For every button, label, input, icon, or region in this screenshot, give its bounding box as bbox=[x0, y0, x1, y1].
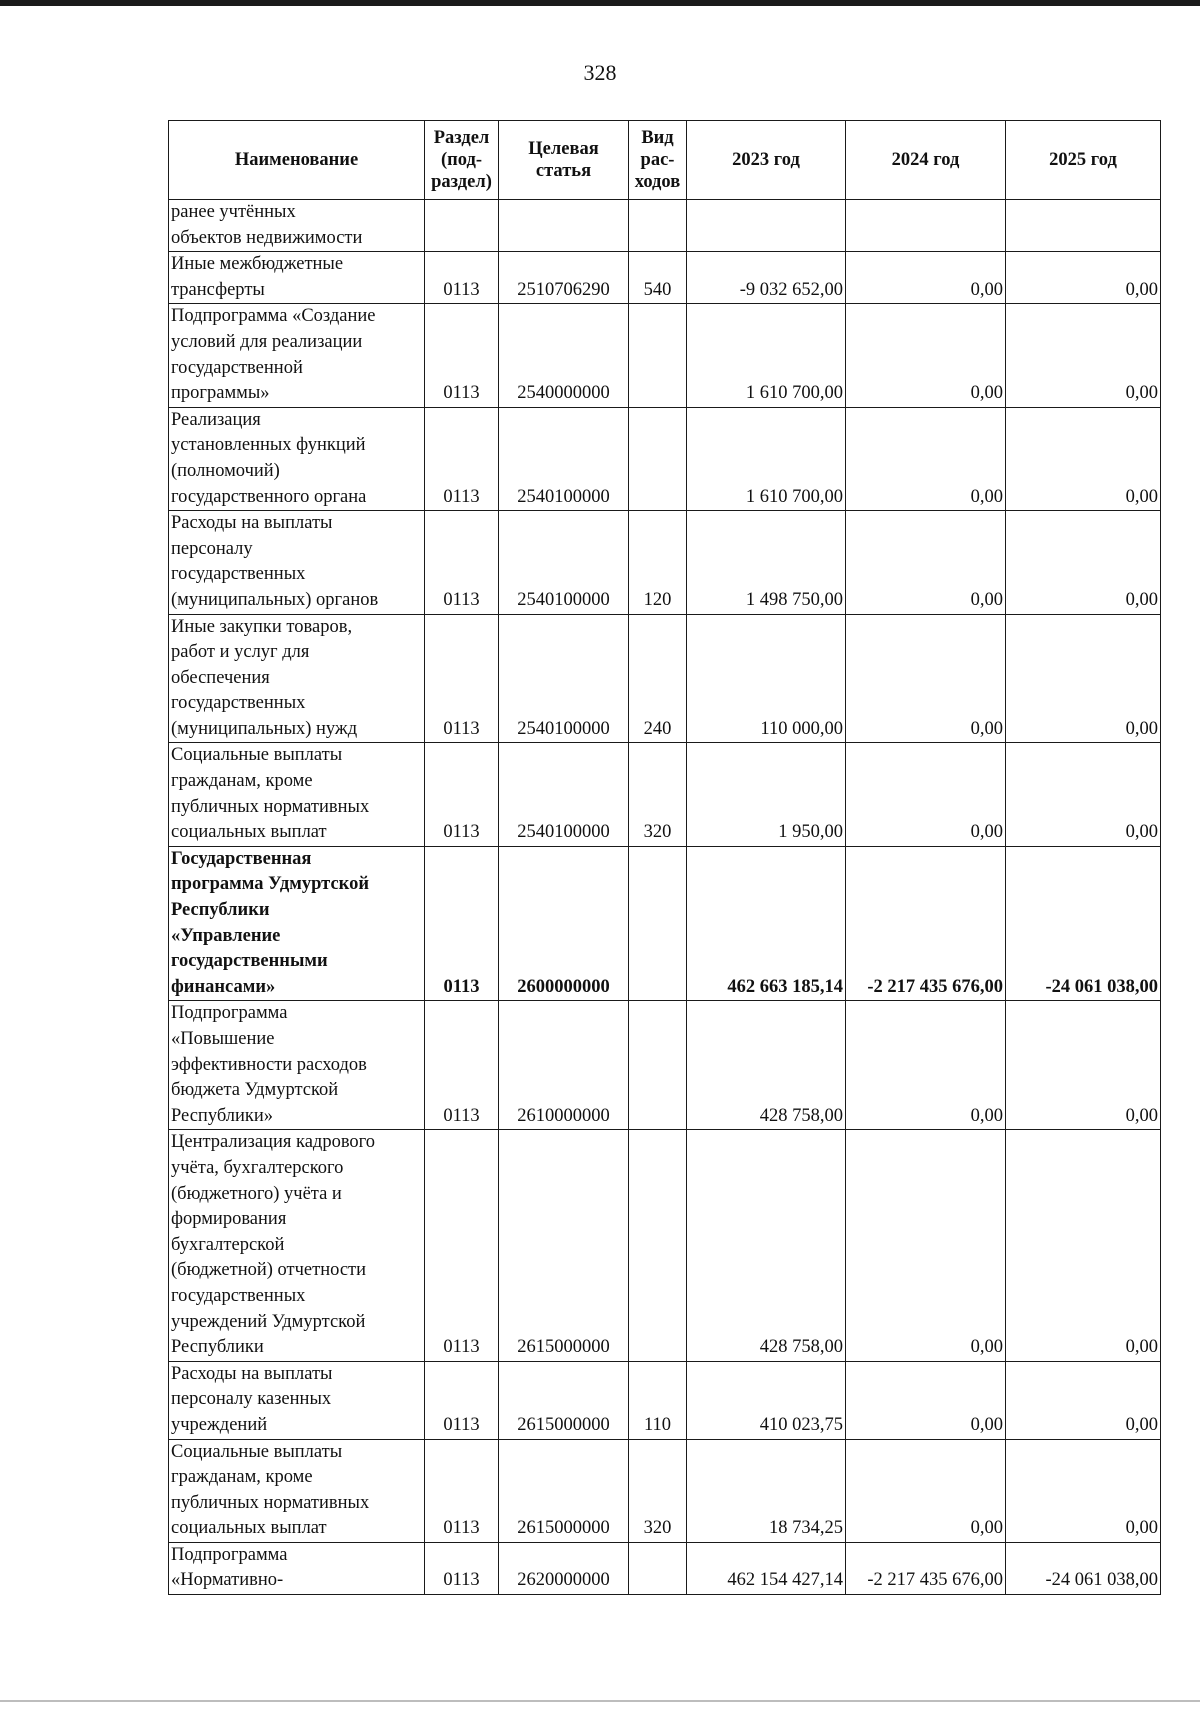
cell-name-line: Иные межбюджетные bbox=[171, 254, 344, 275]
header-kind-line: ходов bbox=[634, 172, 681, 192]
cell-name-line: государственных bbox=[171, 1285, 306, 1306]
table-row bbox=[169, 1361, 1161, 1439]
cell-section: 0113 bbox=[425, 614, 499, 743]
cell-name bbox=[169, 846, 425, 1001]
cell-name-line: формирования bbox=[171, 1209, 287, 1230]
cell-name-line: государственными bbox=[171, 951, 328, 972]
cell-name-line: Подпрограмма bbox=[171, 1003, 288, 1024]
cell-name-line: Подпрограмма bbox=[171, 1544, 288, 1565]
cell-2024: -2 217 435 676,00 bbox=[846, 846, 1006, 1001]
cell-2024: 0,00 bbox=[846, 252, 1006, 304]
cell-kind bbox=[629, 846, 687, 1001]
header-name: Наименование bbox=[169, 121, 425, 200]
cell-2024: 0,00 bbox=[846, 1001, 1006, 1130]
cell-section: 0113 bbox=[425, 1001, 499, 1130]
cell-article: 2600000000 bbox=[499, 846, 629, 1001]
cell-section: 0113 bbox=[425, 1361, 499, 1439]
header-2023: 2023 год bbox=[687, 121, 846, 200]
cell-name-line: установленных функций bbox=[171, 435, 366, 456]
cell-2024: 0,00 bbox=[846, 407, 1006, 510]
header-section bbox=[425, 121, 499, 200]
header-kind-line: рас- bbox=[640, 150, 675, 170]
cell-2025: 0,00 bbox=[1006, 1001, 1161, 1130]
cell-2023: 1 950,00 bbox=[687, 743, 846, 846]
cell-name-line: (бюджетной) отчетности bbox=[171, 1260, 367, 1281]
cell-section: 0113 bbox=[425, 846, 499, 1001]
cell-name bbox=[169, 252, 425, 304]
cell-section: 0113 bbox=[425, 252, 499, 304]
cell-name-line: персоналу bbox=[171, 538, 253, 559]
table-header-row bbox=[169, 121, 1161, 200]
cell-name-line: Республики bbox=[171, 900, 270, 921]
cell-article: 2540000000 bbox=[499, 304, 629, 407]
cell-2025: 0,00 bbox=[1006, 1130, 1161, 1361]
cell-2023: -9 032 652,00 bbox=[687, 252, 846, 304]
cell-name-line: эффективности расходов bbox=[171, 1054, 367, 1075]
cell-name-line: Социальные выплаты bbox=[171, 745, 343, 766]
header-2025: 2025 год bbox=[1006, 121, 1161, 200]
cell-name-line: Расходы на выплаты bbox=[171, 513, 333, 534]
cell-name-line: Социальные выплаты bbox=[171, 1441, 343, 1462]
header-kind bbox=[629, 121, 687, 200]
cell-2023 bbox=[687, 200, 846, 252]
cell-name bbox=[169, 304, 425, 407]
cell-name-line: учреждений bbox=[171, 1414, 268, 1435]
cell-name-line: государственной bbox=[171, 357, 303, 378]
cell-kind bbox=[629, 1542, 687, 1594]
cell-name-line: (полномочий) bbox=[171, 460, 280, 481]
table-row bbox=[169, 614, 1161, 743]
cell-name-line: государственных bbox=[171, 693, 306, 714]
cell-name-line: персоналу казенных bbox=[171, 1389, 332, 1410]
cell-name-line: финансами» bbox=[171, 976, 276, 997]
cell-name-line: обеспечения bbox=[171, 667, 270, 688]
cell-name-line: Централизация кадрового bbox=[171, 1132, 376, 1153]
cell-name-line: Подпрограмма «Создание bbox=[171, 306, 376, 327]
cell-name-line: Расходы на выплаты bbox=[171, 1363, 333, 1384]
cell-2025 bbox=[1006, 200, 1161, 252]
cell-kind bbox=[629, 200, 687, 252]
cell-section: 0113 bbox=[425, 1130, 499, 1361]
header-section-line: Раздел bbox=[433, 128, 490, 148]
cell-section: 0113 bbox=[425, 304, 499, 407]
cell-name bbox=[169, 1439, 425, 1542]
cell-article: 2540100000 bbox=[499, 614, 629, 743]
cell-name bbox=[169, 743, 425, 846]
table-row bbox=[169, 1542, 1161, 1594]
cell-kind: 120 bbox=[629, 511, 687, 614]
cell-name-line: социальных выплат bbox=[171, 822, 327, 843]
cell-name bbox=[169, 1001, 425, 1130]
cell-article: 2615000000 bbox=[499, 1130, 629, 1361]
cell-2025: 0,00 bbox=[1006, 1361, 1161, 1439]
header-section-line: (под- bbox=[440, 150, 483, 170]
cell-name bbox=[169, 1542, 425, 1594]
table-row bbox=[169, 200, 1161, 252]
budget-table bbox=[168, 120, 1161, 1595]
cell-name-line: (муниципальных) органов bbox=[171, 589, 379, 610]
top-scan-rule bbox=[0, 0, 1200, 6]
cell-2023: 18 734,25 bbox=[687, 1439, 846, 1542]
cell-2023: 428 758,00 bbox=[687, 1001, 846, 1130]
table-row bbox=[169, 1130, 1161, 1361]
cell-2024: -2 217 435 676,00 bbox=[846, 1542, 1006, 1594]
cell-2023: 1 610 700,00 bbox=[687, 407, 846, 510]
table-row bbox=[169, 511, 1161, 614]
table-row bbox=[169, 304, 1161, 407]
cell-name-line: учреждений Удмуртской bbox=[171, 1311, 366, 1332]
cell-2023: 110 000,00 bbox=[687, 614, 846, 743]
cell-2025: 0,00 bbox=[1006, 511, 1161, 614]
cell-article: 2540100000 bbox=[499, 743, 629, 846]
cell-kind: 540 bbox=[629, 252, 687, 304]
cell-2023: 1 498 750,00 bbox=[687, 511, 846, 614]
cell-kind bbox=[629, 1001, 687, 1130]
cell-name-line: Республики bbox=[171, 1337, 264, 1358]
cell-name-line: Республики» bbox=[171, 1105, 274, 1126]
cell-2024: 0,00 bbox=[846, 1130, 1006, 1361]
cell-section: 0113 bbox=[425, 1439, 499, 1542]
cell-article: 2615000000 bbox=[499, 1361, 629, 1439]
cell-section: 0113 bbox=[425, 407, 499, 510]
cell-name-line: государственного органа bbox=[171, 486, 367, 507]
cell-2024 bbox=[846, 200, 1006, 252]
cell-2025: 0,00 bbox=[1006, 1439, 1161, 1542]
cell-article: 2615000000 bbox=[499, 1439, 629, 1542]
cell-2025: 0,00 bbox=[1006, 743, 1161, 846]
cell-name-line: «Управление bbox=[171, 925, 281, 946]
table-row bbox=[169, 846, 1161, 1001]
cell-name-line: (муниципальных) нужд bbox=[171, 718, 358, 739]
cell-name bbox=[169, 614, 425, 743]
cell-2023: 410 023,75 bbox=[687, 1361, 846, 1439]
cell-article: 2540100000 bbox=[499, 407, 629, 510]
cell-2025: 0,00 bbox=[1006, 304, 1161, 407]
table-row bbox=[169, 1001, 1161, 1130]
cell-2025: -24 061 038,00 bbox=[1006, 1542, 1161, 1594]
cell-kind: 320 bbox=[629, 1439, 687, 1542]
cell-name bbox=[169, 511, 425, 614]
table-row bbox=[169, 743, 1161, 846]
header-article-line: Целевая bbox=[528, 139, 599, 159]
cell-2024: 0,00 bbox=[846, 743, 1006, 846]
cell-name-line: гражданам, кроме bbox=[171, 1467, 313, 1488]
header-article-line: статья bbox=[535, 161, 592, 181]
cell-name-line: «Повышение bbox=[171, 1029, 275, 1049]
cell-name-line: ранее учтённых bbox=[171, 202, 296, 222]
cell-name-line: объектов недвижимости bbox=[171, 227, 363, 248]
header-article bbox=[499, 121, 629, 200]
header-section-line: раздел) bbox=[431, 172, 492, 192]
cell-name-line: государственных bbox=[171, 564, 306, 585]
cell-section: 0113 bbox=[425, 511, 499, 614]
cell-2024: 0,00 bbox=[846, 1439, 1006, 1542]
cell-kind bbox=[629, 1130, 687, 1361]
cell-kind bbox=[629, 407, 687, 510]
cell-name-line: Иные закупки товаров, bbox=[171, 616, 353, 637]
cell-name-line: социальных выплат bbox=[171, 1518, 327, 1539]
cell-name-line: гражданам, кроме bbox=[171, 771, 313, 792]
cell-article: 2620000000 bbox=[499, 1542, 629, 1594]
cell-name-line: публичных нормативных bbox=[171, 1492, 370, 1513]
cell-name bbox=[169, 407, 425, 510]
cell-2025: -24 061 038,00 bbox=[1006, 846, 1161, 1001]
cell-name bbox=[169, 1130, 425, 1361]
cell-name bbox=[169, 1361, 425, 1439]
cell-name-line: трансферты bbox=[171, 279, 265, 300]
cell-name-line: (бюджетного) учёта и bbox=[171, 1183, 342, 1204]
header-2024: 2024 год bbox=[846, 121, 1006, 200]
cell-name-line: работ и услуг для bbox=[171, 642, 310, 663]
cell-kind bbox=[629, 304, 687, 407]
cell-name-line: публичных нормативных bbox=[171, 796, 370, 817]
cell-2024: 0,00 bbox=[846, 304, 1006, 407]
bottom-scan-rule bbox=[0, 1700, 1200, 1702]
table-row bbox=[169, 407, 1161, 510]
cell-name bbox=[169, 200, 425, 252]
cell-kind: 240 bbox=[629, 614, 687, 743]
cell-2024: 0,00 bbox=[846, 511, 1006, 614]
table-body bbox=[169, 200, 1161, 1595]
cell-section: 0113 bbox=[425, 743, 499, 846]
cell-name-line: «Нормативно- bbox=[171, 1570, 284, 1591]
cell-2023: 462 154 427,14 bbox=[687, 1542, 846, 1594]
cell-name-line: Реализация bbox=[171, 409, 261, 430]
cell-2025: 0,00 bbox=[1006, 407, 1161, 510]
table-row bbox=[169, 1439, 1161, 1542]
cell-name-line: условий для реализации bbox=[171, 331, 363, 352]
cell-2023: 428 758,00 bbox=[687, 1130, 846, 1361]
cell-name-line: учёта, бухгалтерского bbox=[171, 1157, 344, 1178]
cell-2023: 462 663 185,14 bbox=[687, 846, 846, 1001]
cell-name-line: программы» bbox=[171, 383, 270, 404]
page-number: 328 bbox=[583, 60, 617, 85]
header-kind-line: Вид bbox=[641, 128, 674, 148]
cell-kind: 110 bbox=[629, 1361, 687, 1439]
cell-2025: 0,00 bbox=[1006, 252, 1161, 304]
cell-name-line: программа Удмуртской bbox=[171, 874, 369, 895]
cell-section bbox=[425, 200, 499, 252]
cell-name-line: бюджета Удмуртской bbox=[171, 1080, 339, 1101]
cell-article bbox=[499, 200, 629, 252]
cell-2024: 0,00 bbox=[846, 614, 1006, 743]
cell-kind: 320 bbox=[629, 743, 687, 846]
cell-name-line: бухгалтерской bbox=[171, 1234, 285, 1255]
cell-2024: 0,00 bbox=[846, 1361, 1006, 1439]
cell-name-line: Государственная bbox=[171, 848, 312, 869]
cell-2023: 1 610 700,00 bbox=[687, 304, 846, 407]
cell-article: 2610000000 bbox=[499, 1001, 629, 1130]
cell-2025: 0,00 bbox=[1006, 614, 1161, 743]
table-row bbox=[169, 252, 1161, 304]
cell-article: 2510706290 bbox=[499, 252, 629, 304]
cell-article: 2540100000 bbox=[499, 511, 629, 614]
cell-section: 0113 bbox=[425, 1542, 499, 1594]
